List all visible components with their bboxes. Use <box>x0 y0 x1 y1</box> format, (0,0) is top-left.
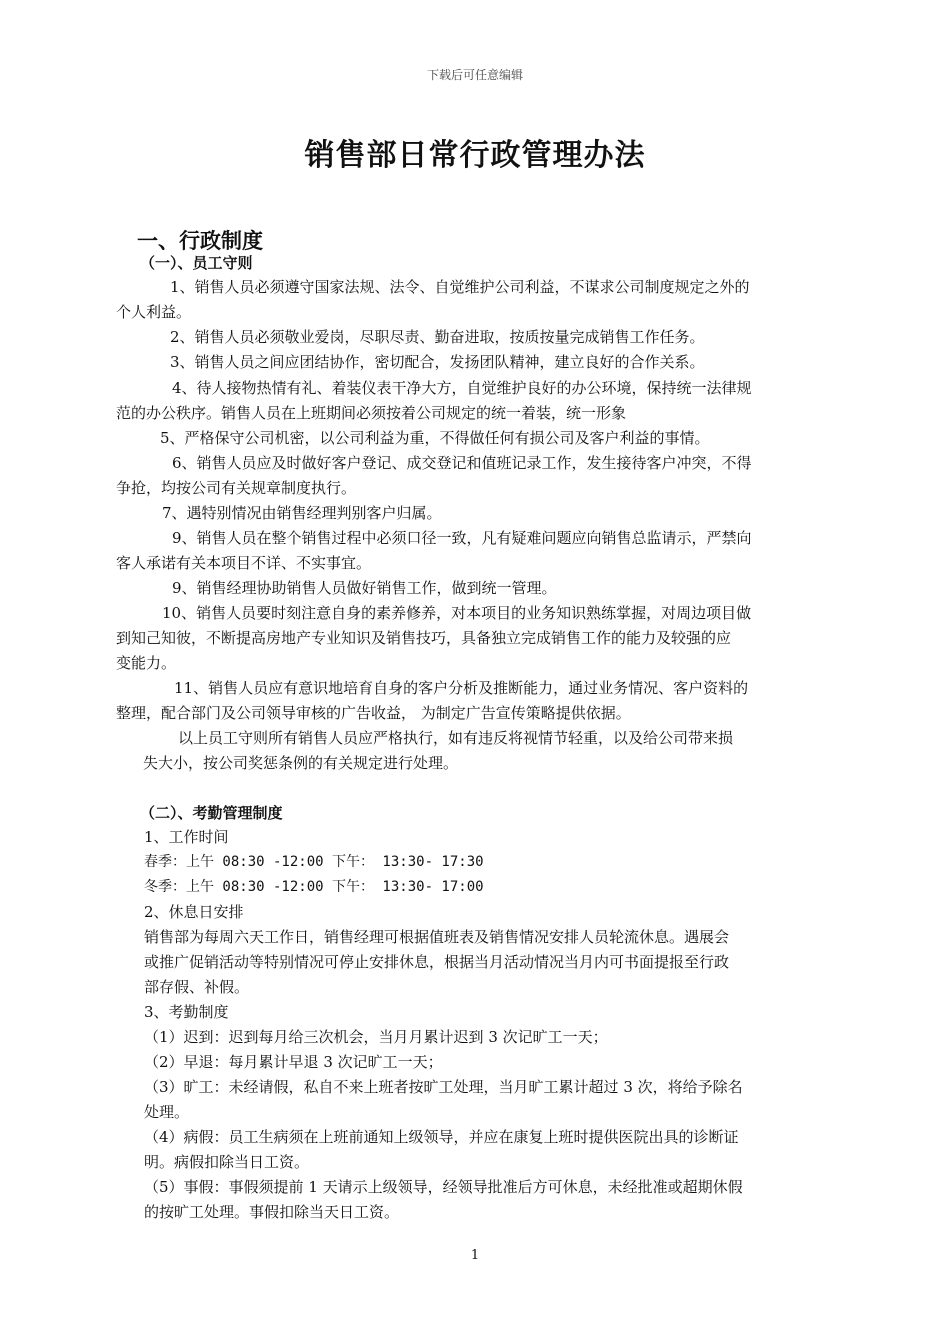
section-heading-administrative-system: 一、行政制度 <box>137 229 263 253</box>
absence-rule-line-1: （3）旷工：未经请假，私自不来上班者按旷工处理，当月旷工累计超过 3 次，将给予除名 <box>144 1078 743 1096</box>
rest-day-line-1: 销售部为每周六天工作日，销售经理可根据值班表及销售情况安排人员轮流休息。遇展会 <box>144 928 730 946</box>
spring-schedule: 春季：上午 08:30 -12:00 下午： 13:30- 17:30 <box>144 854 484 870</box>
rule-1-line-1: 1、销售人员必须遵守国家法规、法令、自觉维护公司利益，不谋求公司制度规定之外的 <box>170 278 750 296</box>
closing-line-2: 失大小，按公司奖惩条例的有关规定进行处理。 <box>143 754 459 772</box>
rule-10-line-1: 10、销售人员要时刻注意自身的素养修养，对本项目的业务知识熟练掌握，对周边项目做 <box>162 604 752 622</box>
closing-line-1: 以上员工守则所有销售人员应严格执行，如有违反将视情节轻重，以及给公司带来损 <box>178 729 734 747</box>
rule-9-line-1: 9、销售人员在整个销售过程中必须口径一致，凡有疑难问题应向销售总监请示，严禁向 <box>172 529 752 547</box>
early-leave-rule: （2）早退：每月累计早退 3 次记旷工一天； <box>144 1053 443 1071</box>
rule-1-line-2: 个人利益。 <box>116 303 192 321</box>
personal-leave-line-2: 的按旷工处理。事假扣除当天日工资。 <box>144 1203 400 1221</box>
rest-day-label: 2、休息日安排 <box>144 903 244 921</box>
rule-2: 2、销售人员必须敬业爱岗，尽职尽责、勤奋进取，按质按量完成销售工作任务。 <box>170 328 705 346</box>
work-time-label: 1、工作时间 <box>144 828 229 846</box>
rule-11-line-1: 11、销售人员应有意识地培育自身的客户分析及推断能力，通过业务情况、客户资料的 <box>174 679 749 697</box>
rule-6-line-2: 争抢，均按公司有关规章制度执行。 <box>116 479 357 497</box>
rest-day-line-3: 部存假、补假。 <box>144 978 250 996</box>
header-note: 下载后可任意编辑 <box>426 68 523 82</box>
attendance-system-label: 3、考勤制度 <box>144 1003 229 1021</box>
late-rule: （1）迟到：迟到每月给三次机会，当月月累计迟到 3 次记旷工一天； <box>144 1028 608 1046</box>
subsection-heading-attendance: （二）、考勤管理制度 <box>140 804 283 822</box>
rule-3: 3、销售人员之间应团结协作，密切配合，发扬团队精神，建立良好的合作关系。 <box>170 353 705 371</box>
winter-schedule: 冬季：上午 08:30 -12:00 下午： 13:30- 17:00 <box>144 879 484 895</box>
personal-leave-line-1: （5）事假：事假须提前 1 天请示上级领导，经领导批准后方可休息，未经批准或超期休假 <box>144 1178 743 1196</box>
sick-leave-line-2: 明。病假扣除当日工资。 <box>144 1153 310 1171</box>
page-number: 1 <box>470 1248 480 1263</box>
rule-5: 5、严格保守公司机密，以公司利益为重，不得做任何有损公司及客户利益的事情。 <box>160 429 710 447</box>
absence-rule-line-2: 处理。 <box>144 1103 190 1121</box>
rule-10-line-2: 到知己知彼，不断提高房地产专业知识及销售技巧，具备独立完成销售工作的能力及较强的应 <box>116 629 732 647</box>
rule-6-line-1: 6、销售人员应及时做好客户登记、成交登记和值班记录工作，发生接待客户冲突，不得 <box>172 454 752 472</box>
rule-9b: 9、销售经理协助销售人员做好销售工作，做到统一管理。 <box>172 579 557 597</box>
rule-9-line-2: 客人承诺有关本项目不详、不实事宜。 <box>116 554 372 572</box>
rule-7: 7、遇特别情况由销售经理判别客户归属。 <box>162 504 442 522</box>
rule-4-line-1: 4、待人接物热情有礼、着装仪表干净大方，自觉维护良好的办公环境，保持统一法律规 <box>172 379 752 397</box>
rule-10-line-3: 变能力。 <box>116 654 177 672</box>
rule-11-line-2: 整理，配合部门及公司领导审核的广告收益， 为制定广告宣传策略提供依据。 <box>116 704 631 722</box>
subsection-heading-employee-code: （一）、员工守则 <box>140 254 253 272</box>
document-title: 销售部日常行政管理办法 <box>304 138 646 173</box>
rest-day-line-2: 或推广促销活动等特别情况可停止安排休息，根据当月活动情况当月内可书面提报至行政 <box>144 953 730 971</box>
rule-4-line-2: 范的办公秩序。销售人员在上班期间必须按着公司规定的统一着装，统一形象 <box>116 404 627 422</box>
sick-leave-line-1: （4）病假：员工生病须在上班前通知上级领导，并应在康复上班时提供医院出具的诊断证 <box>144 1128 739 1146</box>
